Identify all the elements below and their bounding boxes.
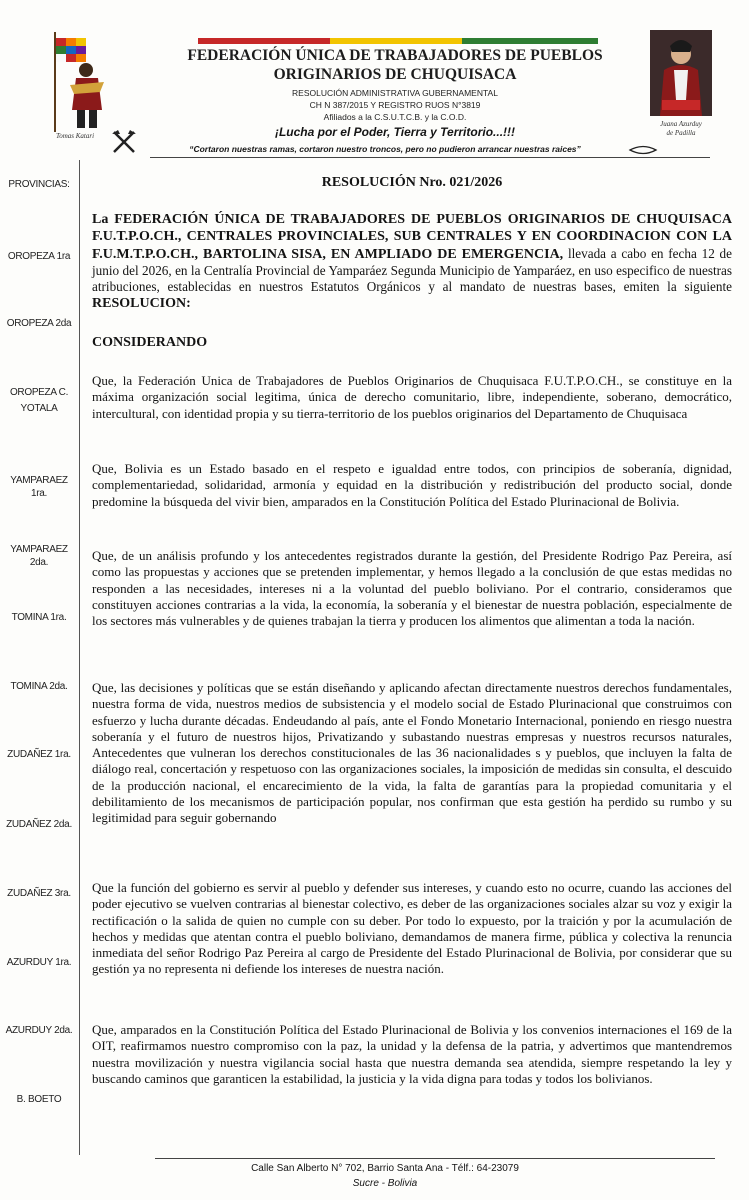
province-item: YAMPARAEZ 1ra. — [10, 475, 68, 499]
left-logo-caption: Tomas Katari — [55, 132, 95, 140]
province-item: TOMINA 1ra. — [11, 612, 67, 623]
province-item: AZURDUY 2da. — [5, 1025, 73, 1036]
right-logo-caption-2: de Padilla — [666, 129, 696, 137]
province-item: ZUDAÑEZ 1ra. — [7, 749, 71, 760]
province-item: OROPEZA 1ra — [7, 251, 71, 262]
province-item: OROPEZA C. — [9, 387, 69, 398]
right-logo-caption-1: Juana Azurduy — [660, 120, 702, 128]
registry-number: CH N 387/2015 Y REGISTRO RUOS N°3819 — [309, 100, 481, 110]
intro-text: llevada a cabo en fecha 12 de junio del 2026, en la Centralía Provincial de Yamparáez Segunda Municipio de Yamparáez, en uso especifico de nuestras atribuciones, establecidas en nuestros Estatutos Orgánicos y al mandato de nuestras bases, emiten la siguiente — [92, 245, 733, 295]
sidebar-heading: PROVINCIAS: — [8, 179, 70, 190]
province-item: ZUDAÑEZ 2da. — [6, 819, 72, 830]
footer-divider — [155, 1158, 715, 1159]
org-name-line1: FEDERACIÓN ÚNICA DE TRABAJADORES DE PUEBLOS — [187, 47, 603, 64]
motto-quote: “Cortaron nuestras ramas, cortaron nuestro troncos, pero no pudieron arrancar nuestras raices” — [189, 144, 581, 154]
intro-bold-text: La FEDERACIÓN ÚNICA DE TRABAJADORES DE PUEBLOS ORIGINARIOS DE CHUQUISACA F.U.T.P.O.CH., CENTRALES PROVINCIALES, SUB CENTRALES Y EN COORDINACION CON LA F.U.M.T.P.O.CH., BARTOLINA SISA, EN AMPLIADO DE EMERGENCIA, — [92, 212, 732, 262]
flag-stripe — [198, 38, 598, 44]
org-name-line2: ORIGINARIOS DE CHUQUISACA — [273, 66, 517, 83]
footer-address: Calle San Alberto N° 702, Barrio Santa Ana - Télf.: 64-23079 — [251, 1163, 519, 1174]
affiliation: Afiliados a la C.S.U.T.C.B. y la C.O.D. — [323, 112, 467, 122]
considerando-paragraph: Que, Bolivia es un Estado basado en el respeto e igualdad entre todos, con principios de soberanía, dignidad, complementariedad, solidaridad, armonía y equidad en la distribución y redistribución del producto social, donde predomine la búsqueda del vivir bien, amparados en la Constitución Política del Estado Plurinacional de Bolivia. — [92, 461, 732, 509]
considerando-heading: CONSIDERANDO — [92, 335, 208, 350]
considerando-paragraph: Que, de un análisis profundo y los antecedentes registrados durante la gestión, del Presidente Rodrigo Paz Pereira, así como las propuestas y acciones que se pretenden implementar, y hemos llegado a la conclusión de que estas medidas no responden a las necesidades, intereses ni a la voluntad del pueblo boliviano. Por el contrario, consideramos que constituyen acciones contrarias a la vida, la economía, la soberanía y el bienestar de nuestra población, especialmente de los sectores más vulnerables y de quienes trabajan la tierra y producen los alimentos que alimentan a toda la nación. — [92, 548, 732, 629]
province-item: B. BOETO — [16, 1094, 62, 1105]
province-item: YOTALA — [20, 403, 58, 414]
juana-azurduy-portrait-icon — [650, 30, 712, 116]
province-item: YAMPARAEZ 2da. — [10, 544, 68, 568]
slogan: ¡Lucha por el Poder, Tierra y Territorio...!!! — [274, 125, 516, 139]
province-item: ZUDAÑEZ 3ra. — [7, 888, 71, 899]
province-item: OROPEZA 2da — [6, 318, 72, 329]
considerando-paragraph: Que, la Federación Unica de Trabajadores de Pueblos Originarios de Chuquisaca F.U.T.P.O.CH., se constituye en la máxima organización social legitima, única de derecho comunitario, libre, independiente, soberano, democrático, intercultural, con identidad propia y su tierra-territorio de los pueblos originarios del Departamento de Chuquisaca — [92, 373, 732, 421]
considerando-paragraph: Que, amparados en la Constitución Política del Estado Plurinacional de Bolivia y los convenios internaciones el 169 de la OIT, reafirmamos nuestro compromiso con la paz, la unidad y la defensa de la patria, y advertimos que mantendremos nuestra movilización y nuestra vigilancia social hasta que nuestra demanda sea atendida, siempre respetando la ley y buscando caminos que garanticen la estabilidad, la justicia y la vida digna para todas y todos los bolivianos. — [92, 1022, 732, 1086]
organization-name — [150, 46, 640, 84]
resolution-title: RESOLUCIÓN Nro. 021/2026 — [321, 175, 503, 190]
quill-icon — [628, 143, 658, 157]
intro-resolution-word: RESOLUCION: — [92, 296, 191, 312]
crossed-tools-icon — [110, 128, 138, 156]
letterhead — [0, 0, 749, 170]
province-item: TOMINA 2da. — [10, 681, 68, 692]
footer-city: Sucre - Bolivia — [352, 1178, 418, 1189]
province-item: AZURDUY 1ra. — [6, 957, 72, 968]
sidebar-divider — [79, 160, 80, 1155]
intro-paragraph — [92, 211, 732, 313]
considerando-paragraph: Que la función del gobierno es servir al pueblo y defender sus intereses, y cuando esto no ocurre, cuando las acciones del poder ejecutivo se vuelven contrarias al bienestar colectivo, es deber de las organizaciones sociales alzar su voz y exigir la rectificación o la salida de quien no cumple con su deber. Por todo lo expuesto, por la traición y por la acumulación de hechos y medidas que atentan contra el pueblo boliviano, demandamos de manera firme, pública y colectiva la renuncia inmediata del señor Rodrigo Paz Pereira al cargo de Presidente del Estado Plurinacional de Bolivia, por considerar que su gestión ya no representa ni defiende los intereses de nuestra nación. — [92, 880, 732, 977]
tomas-katari-figure-icon — [40, 30, 120, 140]
considerando-paragraph: Que, las decisiones y políticas que se están diseñando y aplicando afectan directamente nuestros derechos fundamentales, nuestra forma de vida, nuestros medios de subsistencia y el modelo social de Estado Plurinacional que construimos con esfuerzo y lucha durante décadas. Endeudando al país, ante el Fondo Monetario Internacional, poniendo en riesgo nuestra soberanía y el futuro de nuestros hijos, Privatizando y subastando nuestras empresas y nuestros recursos naturales, Antecedentes que vulneran los derechos constitucionales de las 36 nacionalidades s y pueblos, que incluyen la falta de diálogo real, concertación y respetuoso con las organizaciones sociales, la imposición de medidas sin consulta, el descuido de la producción nacional, el encarecimiento de la vida, la falta de garantías para la propiedad comunitaria y el debilitamiento de los mecanismos de participación popular, nos confirman que esta gestión ha perdido su rumbo y su legitimidad para seguir gobernando — [92, 680, 732, 826]
header-divider — [150, 157, 710, 158]
resolution-subtitle: RESOLUCIÓN ADMINISTRATIVA GUBERNAMENTAL — [292, 88, 498, 98]
